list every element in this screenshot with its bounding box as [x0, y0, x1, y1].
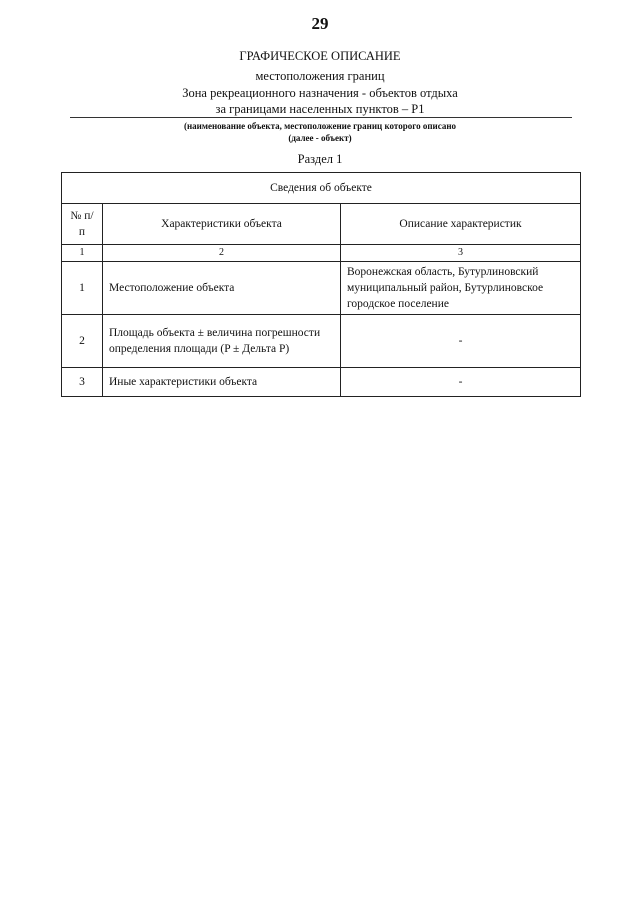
object-caption-line1: (наименование объекта, местоположение границ которого описано — [183, 121, 457, 131]
header-num: № п/п — [62, 204, 103, 245]
document-title: ГРАФИЧЕСКОЕ ОПИСАНИЕ — [239, 49, 401, 63]
table-row — [62, 368, 581, 397]
row-num: 2 — [62, 315, 103, 368]
column-number: 3 — [341, 245, 581, 262]
title-underline — [70, 117, 572, 118]
table-row — [62, 315, 581, 368]
object-caption-line2: (далее - объект) — [288, 133, 352, 143]
row-description: - — [341, 315, 581, 368]
column-number: 2 — [103, 245, 341, 262]
row-description: - — [341, 368, 581, 397]
row-characteristic: Площадь объекта ± величина погрешности определения площади (P ± Дельта P) — [103, 315, 341, 368]
zone-name: Зона рекреационного назначения - объектов отдыха — [182, 86, 458, 100]
section-label: Раздел 1 — [297, 152, 343, 166]
document-subtitle: местоположения границ — [255, 69, 385, 83]
row-num: 1 — [62, 262, 103, 315]
header-characteristic: Характеристики объекта — [103, 204, 341, 245]
row-characteristic: Иные характеристики объекта — [103, 368, 341, 397]
column-number: 1 — [62, 245, 103, 262]
header-description: Описание характеристик — [341, 204, 581, 245]
row-description: Воронежская область, Бутурлиновский муниципальный район, Бутурлиновское городское поселение — [341, 262, 581, 315]
row-num: 3 — [62, 368, 103, 397]
object-info-table — [61, 172, 581, 397]
row-characteristic: Местоположение объекта — [103, 262, 341, 315]
zone-location: за границами населенных пунктов – Р1 — [215, 102, 425, 116]
table-title: Сведения об объекте — [62, 173, 581, 204]
table-row — [62, 262, 581, 315]
page-number: 29 — [311, 14, 329, 33]
